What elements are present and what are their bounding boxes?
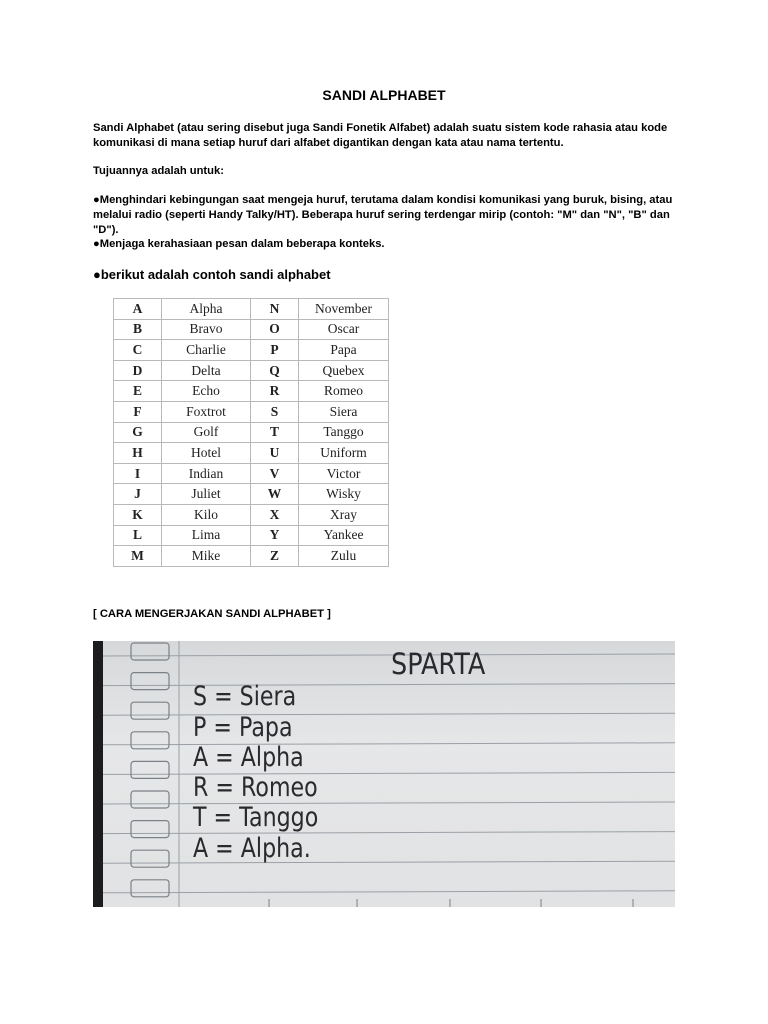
- table-codeword: Zulu: [299, 546, 389, 567]
- bullet-secrecy: ●Menjaga kerahasiaan pesan dalam beberapa konteks.: [93, 238, 385, 250]
- table-letter: T: [251, 422, 299, 443]
- table-codeword: Alpha: [162, 299, 251, 320]
- margin-box: [131, 702, 169, 719]
- margin-box: [131, 761, 169, 778]
- ruled-line: [103, 802, 675, 804]
- table-letter: E: [114, 381, 162, 402]
- ruled-line: [103, 861, 675, 863]
- table-codeword: Oscar: [299, 319, 389, 340]
- table-codeword: Bravo: [162, 319, 251, 340]
- table-row: [114, 484, 389, 505]
- margin-box: [131, 643, 169, 660]
- table-letter: Z: [251, 546, 299, 567]
- table-letter: S: [251, 401, 299, 422]
- table-row: [114, 319, 389, 340]
- table-codeword: Tanggo: [299, 422, 389, 443]
- margin-box: [131, 732, 169, 749]
- table-codeword: Lima: [162, 525, 251, 546]
- table-codeword: Victor: [299, 463, 389, 484]
- table-letter: U: [251, 443, 299, 464]
- table-letter: O: [251, 319, 299, 340]
- table-codeword: Charlie: [162, 340, 251, 361]
- table-letter: P: [251, 340, 299, 361]
- purpose-label: Tujuannya adalah untuk:: [93, 165, 224, 177]
- table-row: [114, 401, 389, 422]
- table-letter: I: [114, 463, 162, 484]
- intro-paragraph: Sandi Alphabet (atau sering disebut juga Sandi Fonetik Alfabet) adalah suatu sistem kode rahasia atau kode komunikasi di mana setiap huruf dari alfabet digantikan dengan kata atau nama tertentu.: [93, 122, 668, 149]
- table-row: [114, 546, 389, 567]
- handwritten-line: S = Siera: [193, 681, 297, 712]
- margin-box: [131, 880, 169, 897]
- table-row: [114, 299, 389, 320]
- table-row: [114, 422, 389, 443]
- table-letter: Q: [251, 360, 299, 381]
- table-letter: B: [114, 319, 162, 340]
- example-bullet: ●: [93, 267, 101, 282]
- table-codeword: Papa: [299, 340, 389, 361]
- page-title: SANDI ALPHABET: [322, 87, 446, 103]
- table-letter: C: [114, 340, 162, 361]
- table-letter: R: [251, 381, 299, 402]
- handwritten-line: A = Alpha.: [193, 833, 311, 864]
- table-codeword: Hotel: [162, 443, 251, 464]
- table-codeword: Delta: [162, 360, 251, 381]
- ruled-line: [103, 654, 675, 656]
- table-codeword: Siera: [299, 401, 389, 422]
- table-codeword: Uniform: [299, 443, 389, 464]
- table-codeword: Romeo: [299, 381, 389, 402]
- table-codeword: Echo: [162, 381, 251, 402]
- sandi-table: [113, 298, 389, 567]
- table-codeword: November: [299, 299, 389, 320]
- table-letter: W: [251, 484, 299, 505]
- table-letter: M: [114, 546, 162, 567]
- table-letter: F: [114, 401, 162, 422]
- handwritten-line: A = Alpha: [193, 742, 304, 773]
- margin-box: [131, 791, 169, 808]
- handwritten-line: R = Romeo: [193, 772, 318, 803]
- table-row: [114, 381, 389, 402]
- table-row: [114, 525, 389, 546]
- method-heading: [ CARA MENGERJAKAN SANDI ALPHABET ]: [93, 608, 331, 620]
- table-row: [114, 443, 389, 464]
- photo-dark-edge: [93, 641, 103, 907]
- handwritten-line: T = Tanggo: [193, 802, 319, 833]
- table-letter: H: [114, 443, 162, 464]
- ruled-line: [103, 772, 675, 774]
- table-codeword: Juliet: [162, 484, 251, 505]
- example-heading-text: berikut adalah contoh sandi alphabet: [100, 267, 331, 282]
- table-letter: V: [251, 463, 299, 484]
- notebook-paper: [93, 641, 675, 907]
- table-codeword: Quebex: [299, 360, 389, 381]
- table-letter: D: [114, 360, 162, 381]
- table-letter: Y: [251, 525, 299, 546]
- handwriting-photo: [93, 641, 675, 907]
- ruled-line: [103, 684, 675, 686]
- table-codeword: Kilo: [162, 504, 251, 525]
- table-row: [114, 360, 389, 381]
- ruled-line: [103, 832, 675, 834]
- table-codeword: Golf: [162, 422, 251, 443]
- margin-box: [131, 850, 169, 867]
- table-codeword: Foxtrot: [162, 401, 251, 422]
- table-letter: J: [114, 484, 162, 505]
- table-codeword: Wisky: [299, 484, 389, 505]
- table-letter: G: [114, 422, 162, 443]
- ruled-line: [103, 891, 675, 893]
- example-heading: [93, 267, 331, 282]
- table-letter: A: [114, 299, 162, 320]
- table-row: [114, 340, 389, 361]
- table-letter: K: [114, 504, 162, 525]
- handwritten-heading: SPARTA: [391, 647, 486, 681]
- margin-box: [131, 673, 169, 690]
- ruled-line: [103, 713, 675, 715]
- ruled-line: [103, 743, 675, 745]
- table-letter: N: [251, 299, 299, 320]
- table-letter: L: [114, 525, 162, 546]
- table-codeword: Mike: [162, 546, 251, 567]
- table-row: [114, 504, 389, 525]
- table-codeword: Indian: [162, 463, 251, 484]
- table-codeword: Xray: [299, 504, 389, 525]
- table-letter: X: [251, 504, 299, 525]
- margin-box: [131, 821, 169, 838]
- handwritten-line: P = Papa: [193, 712, 293, 743]
- bullet-avoid-confusion: ●Menghindari kebingungan saat mengeja huruf, terutama dalam kondisi komunikasi yang buruk, bising, atau melalui radio (seperti Handy Talky/HT). Beberapa huruf sering terdengar mirip (contoh: "M" dan "N", "B" dan "D").: [93, 194, 673, 236]
- table-codeword: Yankee: [299, 525, 389, 546]
- table-row: [114, 463, 389, 484]
- sandi-table-image: [113, 298, 389, 567]
